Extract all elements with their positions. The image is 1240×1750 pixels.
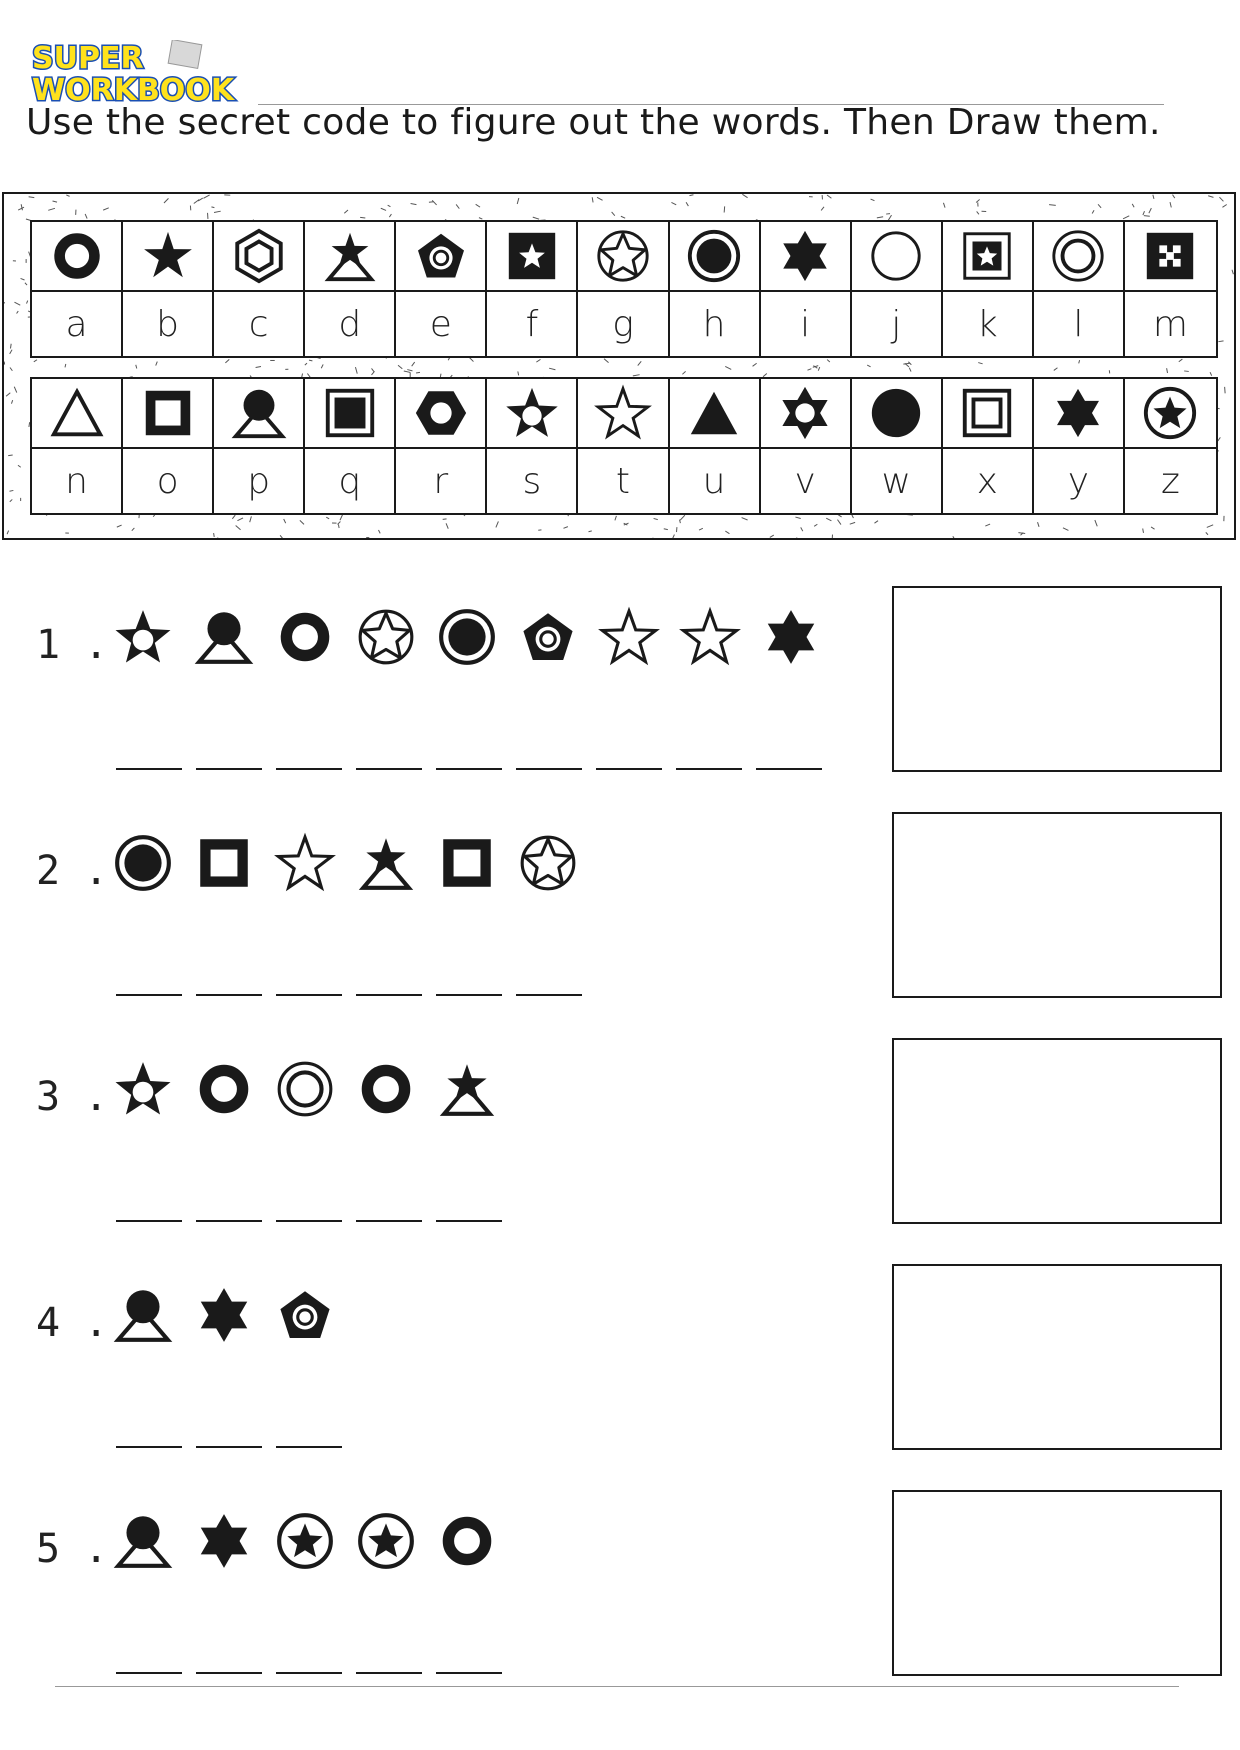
ring-icon <box>436 1510 498 1572</box>
solid-star-of-david-icon <box>760 606 822 668</box>
code-key-panel <box>2 192 1236 540</box>
dot-in-circle-icon <box>112 832 174 894</box>
star-with-hole-icon <box>112 606 174 668</box>
super-workbook-logo <box>30 40 240 108</box>
code-symbol-a <box>32 222 123 292</box>
puzzle-number: 5 . <box>36 1526 109 1572</box>
code-letter-cell <box>214 292 305 356</box>
ball-on-triangle-icon <box>112 1284 174 1346</box>
code-symbol-p <box>214 379 305 449</box>
code-letter-v: v <box>794 460 816 502</box>
puzzle-answer-blanks <box>116 1672 502 1674</box>
star-in-circle-outline-icon <box>517 832 579 894</box>
code-letter-e: e <box>429 303 452 345</box>
thick-square-icon <box>139 384 197 442</box>
code-symbol-j <box>852 222 943 292</box>
code-letter-m: m <box>1152 303 1188 345</box>
answer-blank[interactable] <box>516 768 582 770</box>
code-letter-cell <box>396 449 487 513</box>
code-letter-z: z <box>1161 460 1180 502</box>
answer-blank[interactable] <box>436 1220 502 1222</box>
code-letter-k: k <box>976 303 998 345</box>
pentagon-ring-icon <box>517 606 579 668</box>
code-letter-n: n <box>65 460 88 502</box>
hexagon-ring-icon <box>412 384 470 442</box>
answer-blank[interactable] <box>116 1220 182 1222</box>
code-letter-cell <box>487 292 578 356</box>
ring-icon <box>48 227 106 285</box>
star-in-circle-solid-icon <box>355 1510 417 1572</box>
double-hexagon-icon <box>230 227 288 285</box>
answer-blank[interactable] <box>276 994 342 996</box>
answer-blank[interactable] <box>196 768 262 770</box>
footer-rule <box>55 1686 1179 1687</box>
code-symbol-t <box>578 379 669 449</box>
drawing-box[interactable] <box>892 1490 1222 1676</box>
star-on-triangle-icon <box>436 1058 498 1120</box>
code-symbol-o <box>123 379 214 449</box>
answer-blank[interactable] <box>356 1220 422 1222</box>
logo-line1: SUPER <box>32 41 144 76</box>
puzzle-answer-blanks <box>116 1446 342 1448</box>
instructions: Use the secret code to figure out the words. Then Draw them. <box>26 102 1161 143</box>
puzzle-code-sequence <box>112 606 822 668</box>
star-in-square-icon <box>503 227 561 285</box>
code-symbol-l <box>1034 222 1125 292</box>
code-letter-cell <box>123 292 214 356</box>
code-letter-cell <box>32 292 123 356</box>
code-letter-cell <box>670 292 761 356</box>
dot-in-circle-icon <box>436 606 498 668</box>
answer-blank[interactable] <box>436 994 502 996</box>
star-with-hole-icon <box>112 1058 174 1120</box>
code-symbol-y <box>1034 379 1125 449</box>
code-letter-a: a <box>65 303 88 345</box>
code-letter-cell <box>487 449 578 513</box>
code-letter-cell <box>761 292 852 356</box>
code-symbol-k <box>943 222 1034 292</box>
code-letter-cell <box>943 449 1034 513</box>
code-letter-s: s <box>522 460 542 502</box>
code-letter-l: l <box>1073 303 1084 345</box>
code-letter-q: q <box>338 460 362 502</box>
puzzle-answer-blanks <box>116 994 582 996</box>
puzzle-number: 1 . <box>36 622 109 668</box>
puzzle-number: 2 . <box>36 848 109 894</box>
answer-blank[interactable] <box>356 768 422 770</box>
drawing-box[interactable] <box>892 1264 1222 1450</box>
code-letter-g: g <box>612 303 634 345</box>
code-symbol-w <box>852 379 943 449</box>
drawing-box[interactable] <box>892 1038 1222 1224</box>
code-symbol-e <box>396 222 487 292</box>
code-letter-cell <box>305 292 396 356</box>
star-in-circle-solid-icon <box>1141 384 1199 442</box>
code-letter-r: r <box>433 460 449 502</box>
code-letter-cell <box>670 449 761 513</box>
open-star-icon <box>594 384 652 442</box>
pentagon-ring-icon <box>274 1284 336 1346</box>
solid-star-of-david-icon <box>193 1510 255 1572</box>
code-letter-cell <box>761 449 852 513</box>
code-letter-cell <box>852 449 943 513</box>
star-on-triangle-icon <box>355 832 417 894</box>
double-circle-icon <box>1049 227 1107 285</box>
code-key-row-2 <box>30 377 1218 515</box>
answer-blank[interactable] <box>196 1672 262 1674</box>
puzzle-code-sequence <box>112 1058 498 1120</box>
ring-icon <box>274 606 336 668</box>
pentagon-ring-icon <box>412 227 470 285</box>
code-symbol-n <box>32 379 123 449</box>
ring-icon <box>355 1058 417 1120</box>
answer-blank[interactable] <box>196 1446 262 1448</box>
double-square-icon <box>958 384 1016 442</box>
solid-triangle-icon <box>685 384 743 442</box>
code-letter-cell <box>214 449 305 513</box>
answer-blank[interactable] <box>676 768 742 770</box>
code-symbol-s <box>487 379 578 449</box>
puzzle-number: 3 . <box>36 1074 109 1120</box>
code-letter-h: h <box>702 303 726 345</box>
open-circle-icon <box>867 227 925 285</box>
code-symbol-d <box>305 222 396 292</box>
answer-blank[interactable] <box>436 768 502 770</box>
code-letter-y: y <box>1067 460 1090 502</box>
code-letter-cell <box>578 449 669 513</box>
dot-in-circle-icon <box>685 227 743 285</box>
code-symbol-m <box>1125 222 1216 292</box>
answer-blank[interactable] <box>516 994 582 996</box>
star-in-circle-outline-icon <box>594 227 652 285</box>
code-symbol-h <box>670 222 761 292</box>
checker-square-icon <box>1141 227 1199 285</box>
drawing-box[interactable] <box>892 812 1222 998</box>
open-star-icon <box>274 832 336 894</box>
code-letter-w: w <box>881 460 911 502</box>
answer-blank[interactable] <box>196 994 262 996</box>
code-letter-c: c <box>248 303 269 345</box>
open-star-icon <box>598 606 660 668</box>
solid-square-in-square-icon <box>321 384 379 442</box>
code-symbol-i <box>761 222 852 292</box>
code-letter-t: t <box>615 460 631 502</box>
code-letter-d: d <box>338 303 362 345</box>
code-letter-cell <box>1034 292 1125 356</box>
star-with-hole-icon <box>503 384 561 442</box>
code-symbol-c <box>214 222 305 292</box>
answer-blank[interactable] <box>436 1672 502 1674</box>
answer-blank[interactable] <box>276 1672 342 1674</box>
code-letter-cell <box>396 292 487 356</box>
open-star-icon <box>679 606 741 668</box>
solid-circle-icon <box>867 384 925 442</box>
ring-icon <box>193 1058 255 1120</box>
solid-star-of-david-small-icon <box>1049 384 1107 442</box>
code-symbol-b <box>123 222 214 292</box>
logo-line2: WORKBOOK <box>32 73 235 108</box>
puzzle-code-sequence <box>112 1510 498 1572</box>
code-letter-cell <box>32 449 123 513</box>
code-letter-j: j <box>891 303 902 345</box>
answer-blank[interactable] <box>276 1220 342 1222</box>
code-letter-u: u <box>702 460 726 502</box>
code-letter-cell <box>1125 449 1216 513</box>
drawing-box[interactable] <box>892 586 1222 772</box>
ball-on-triangle-icon <box>193 606 255 668</box>
thick-square-icon <box>193 832 255 894</box>
puzzle-number: 4 . <box>36 1300 109 1346</box>
thick-square-icon <box>436 832 498 894</box>
code-letter-f: f <box>525 303 539 345</box>
code-symbol-q <box>305 379 396 449</box>
code-letter-cell <box>123 449 214 513</box>
puzzle-code-sequence <box>112 1284 336 1346</box>
puzzle-answer-blanks <box>116 1220 502 1222</box>
answer-blank[interactable] <box>596 768 662 770</box>
code-letter-cell <box>852 292 943 356</box>
star-on-triangle-icon <box>321 227 379 285</box>
answer-blank[interactable] <box>356 1672 422 1674</box>
code-symbol-x <box>943 379 1034 449</box>
solid-star-of-david-icon <box>776 227 834 285</box>
code-letter-cell <box>1034 449 1125 513</box>
answer-blank[interactable] <box>116 1672 182 1674</box>
answer-blank[interactable] <box>756 768 822 770</box>
answer-blank[interactable] <box>116 768 182 770</box>
star-in-framed-square-icon <box>958 227 1016 285</box>
code-letter-b: b <box>156 303 180 345</box>
answer-blank[interactable] <box>196 1220 262 1222</box>
code-letter-o: o <box>156 460 179 502</box>
open-triangle-icon <box>48 384 106 442</box>
ball-on-triangle-icon <box>230 384 288 442</box>
ball-on-triangle-icon <box>112 1510 174 1572</box>
answer-blank[interactable] <box>276 768 342 770</box>
answer-blank[interactable] <box>116 994 182 996</box>
puzzle-answer-blanks <box>116 768 822 770</box>
code-letter-cell <box>943 292 1034 356</box>
puzzle-code-sequence <box>112 832 579 894</box>
code-letter-x: x <box>976 460 998 502</box>
code-symbol-r <box>396 379 487 449</box>
code-symbol-v <box>761 379 852 449</box>
code-letter-cell <box>578 292 669 356</box>
answer-blank[interactable] <box>116 1446 182 1448</box>
answer-blank[interactable] <box>356 994 422 996</box>
code-symbol-u <box>670 379 761 449</box>
code-letter-cell <box>1125 292 1216 356</box>
solid-star-icon <box>139 227 197 285</box>
code-key-row-1 <box>30 220 1218 358</box>
code-letter-i: i <box>800 303 811 345</box>
star-in-circle-outline-icon <box>355 606 417 668</box>
answer-blank[interactable] <box>276 1446 342 1448</box>
code-letter-cell <box>305 449 396 513</box>
code-symbol-z <box>1125 379 1216 449</box>
double-circle-icon <box>274 1058 336 1120</box>
code-symbol-f <box>487 222 578 292</box>
star-in-circle-solid-icon <box>274 1510 336 1572</box>
star-of-david-with-hole-icon <box>776 384 834 442</box>
solid-star-of-david-icon <box>193 1284 255 1346</box>
code-symbol-g <box>578 222 669 292</box>
code-letter-p: p <box>247 460 271 502</box>
